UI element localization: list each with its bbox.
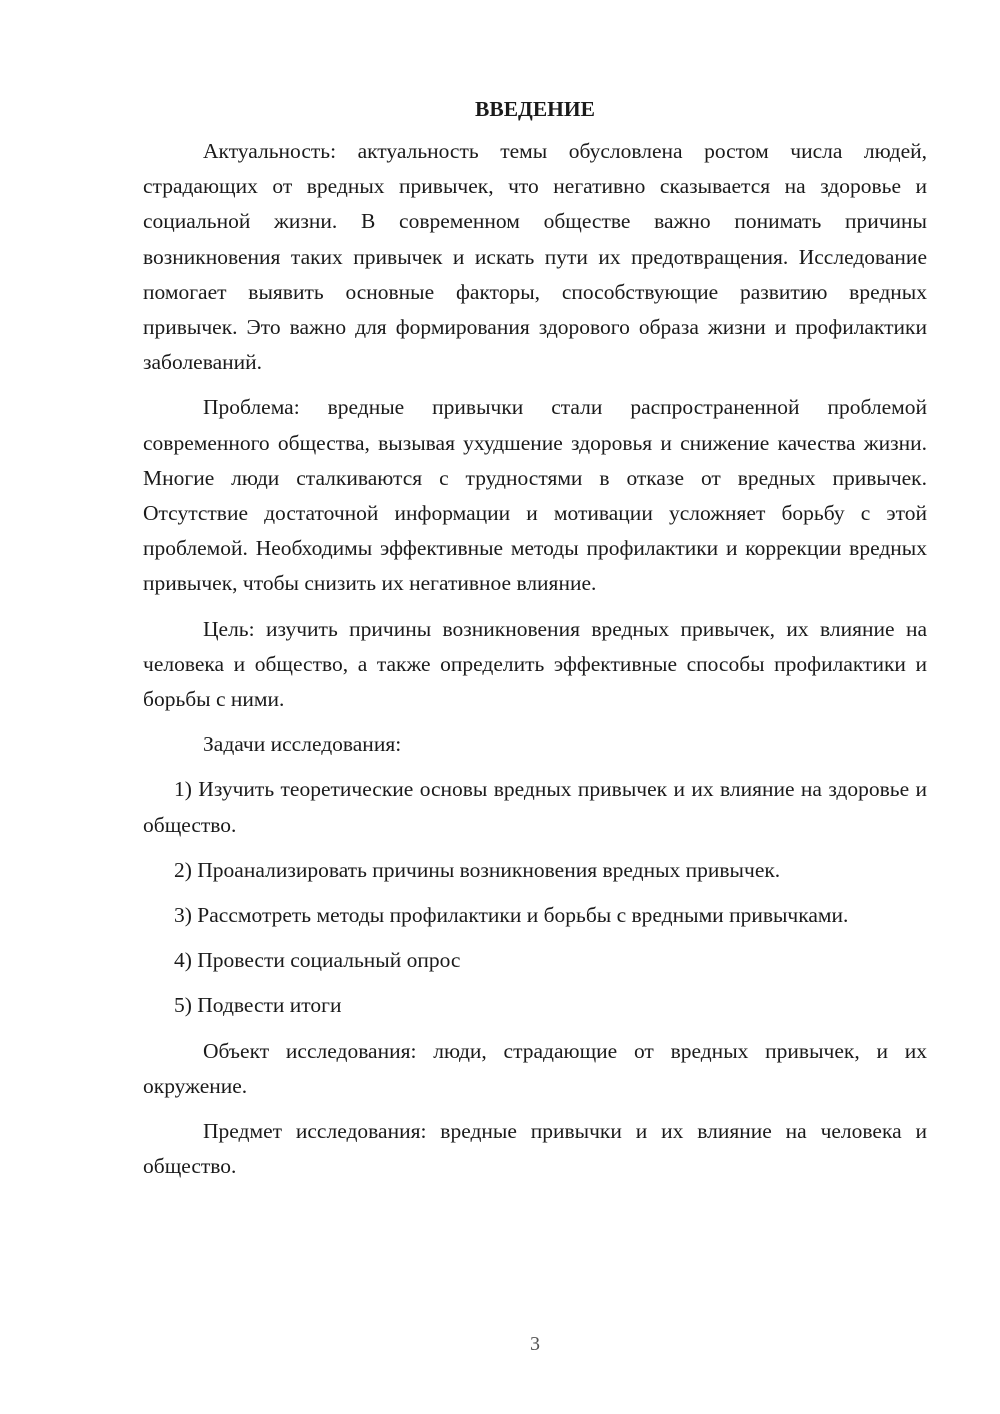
research-subject-paragraph: Предмет исследования: вредные привычки и их влияние на человека и общество. xyxy=(143,1119,927,1179)
page-number: 3 xyxy=(530,1333,540,1355)
tasks-heading: Задачи исследования: xyxy=(203,732,402,757)
task-item-2: 2) Проанализировать причины возникновения вредных привычек. xyxy=(174,857,781,882)
goal-paragraph: Цель: изучить причины возникновения вредных привычек, их влияние на человека и общество, а также определить эффективные способы профилактики и борьбы с ними. xyxy=(143,616,927,712)
section-heading: ВВЕДЕНИЕ xyxy=(475,97,595,121)
task-item-3: 3) Рассмотреть методы профилактики и борьбы с вредными привычками. xyxy=(174,903,849,928)
task-item-4: 4) Провести социальный опрос xyxy=(174,948,461,973)
problem-paragraph: Проблема: вредные привычки стали распространенной проблемой современного общества, вызывая ухудшение здоровья и снижение качества жизни. Многие люди сталкиваются с трудностями в отказе от вредных привычек. Отсутствие достаточной информации и мотивации усложняет борьбу с этой проблемой. Необходимы эффективные методы профилактики и коррекции вредных привычек, чтобы снизить их негативное влияние. xyxy=(143,395,927,596)
research-object-paragraph: Объект исследования: люди, страдающие от вредных привычек, и их окружение. xyxy=(143,1038,927,1098)
document-page xyxy=(143,92,927,1194)
relevance-paragraph: Актуальность: актуальность темы обусловлена ростом числа людей, страдающих от вредных привычек, что негативно сказывается на здоровье и социальной жизни. В современном обществе важно понимать причины возникновения таких привычек и искать пути их предотвращения. Исследование помогает выявить основные факторы, способствующие развитию вредных привычек. Это важно для формирования здорового образа жизни и профилактики заболеваний. xyxy=(143,139,927,375)
task-item-1: 1) Изучить теоретические основы вредных привычек и их влияние на здоровье и общество. xyxy=(143,777,927,837)
task-item-5: 5) Подвести итоги xyxy=(174,993,342,1018)
